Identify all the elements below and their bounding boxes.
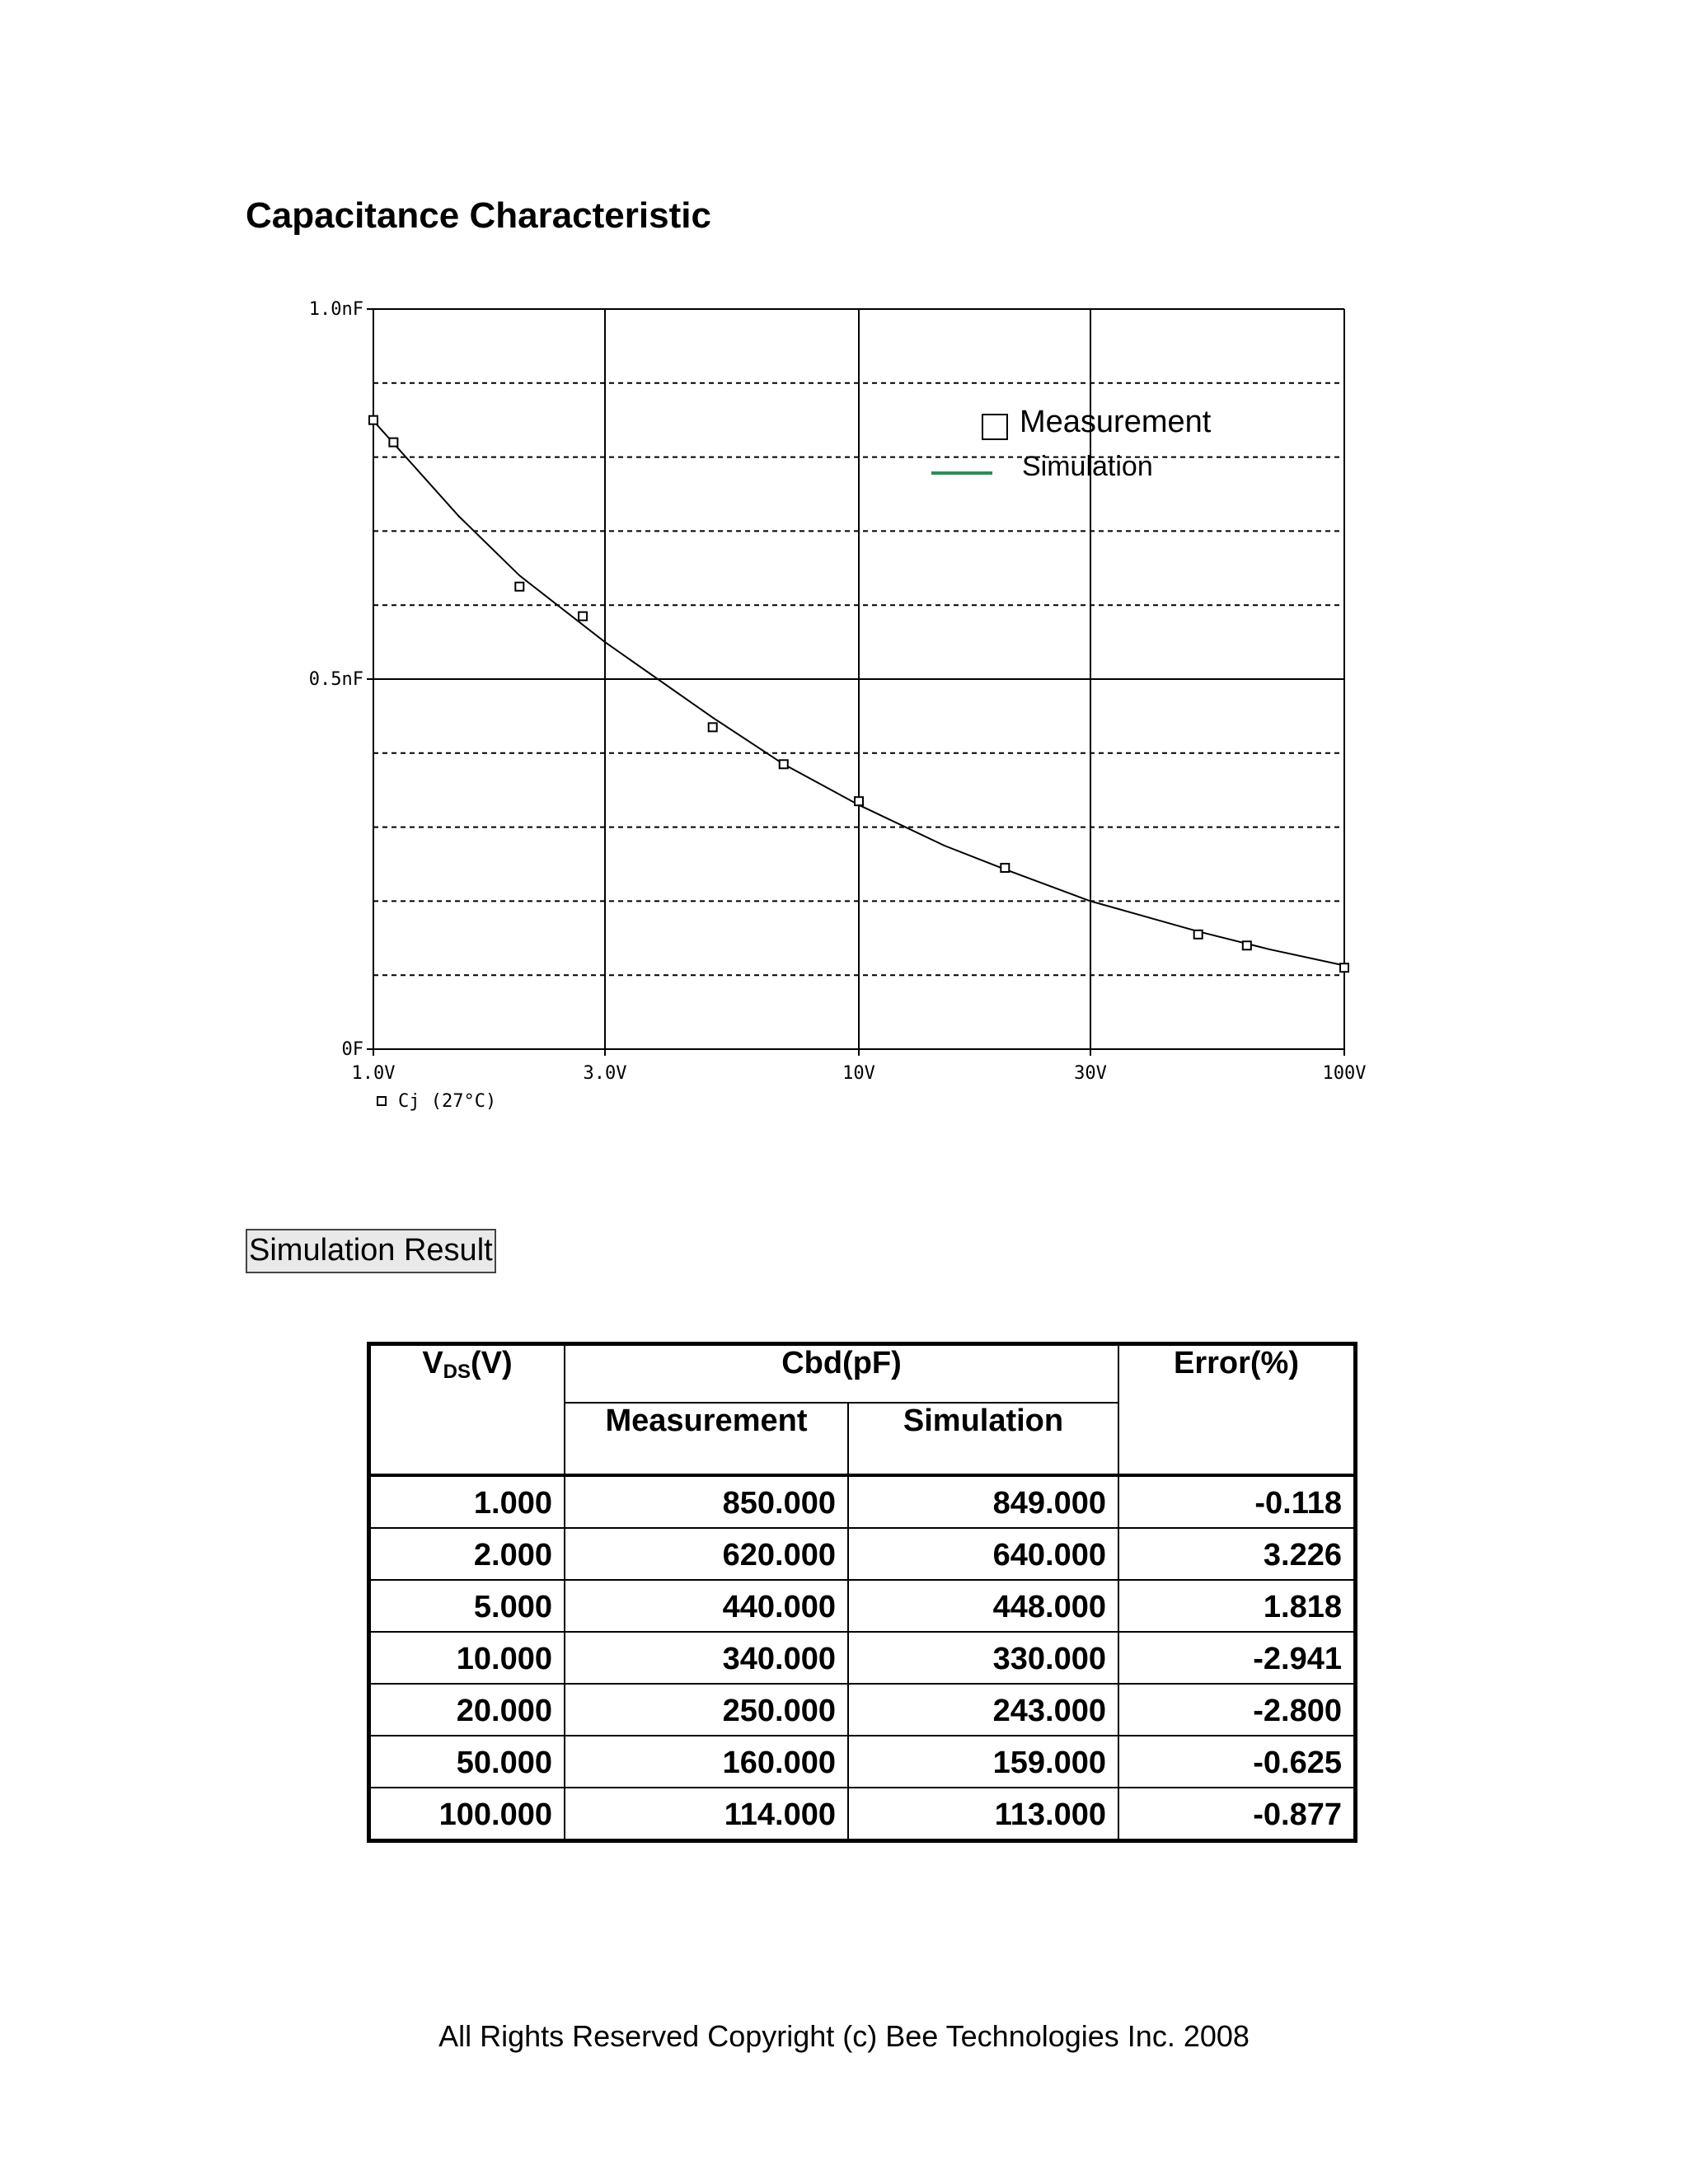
measurement-point: [780, 760, 788, 768]
table-row: [369, 1632, 1356, 1684]
x-tick-label: 1.0V: [351, 1063, 396, 1084]
measurement-point: [709, 723, 717, 731]
y-tick-label: 1.0nF: [308, 299, 363, 320]
trace-marker-icon: [377, 1097, 386, 1105]
cell-vds: 20.000: [369, 1684, 565, 1736]
cell-simulation: 849.000: [848, 1475, 1118, 1528]
simulation-result-label: Simulation Result: [246, 1229, 496, 1273]
measurement-point: [515, 583, 523, 591]
y-tick-label: 0.5nF: [308, 669, 363, 690]
table-row: [369, 1736, 1356, 1788]
legend-measurement-icon: [982, 415, 1007, 439]
table-row: [369, 1528, 1356, 1580]
cell-error: 3.226: [1118, 1528, 1356, 1580]
capacitance-chart: [280, 293, 1376, 1133]
cell-vds: 2.000: [369, 1528, 565, 1580]
cell-error: -0.118: [1118, 1475, 1356, 1528]
y-tick-label: 0F: [341, 1039, 363, 1060]
cell-measurement: 850.000: [565, 1475, 848, 1528]
cell-error: -0.625: [1118, 1736, 1356, 1788]
cell-simulation: 330.000: [848, 1632, 1118, 1684]
cell-error: 1.818: [1118, 1580, 1356, 1632]
cell-vds: 1.000: [369, 1475, 565, 1528]
measurement-point: [369, 416, 377, 424]
cell-error: -0.877: [1118, 1788, 1356, 1841]
x-tick-label: 3.0V: [583, 1063, 627, 1084]
measurement-point: [579, 612, 587, 621]
header-error: Error(%): [1118, 1344, 1356, 1476]
legend-simulation-label: Simulation: [1022, 451, 1153, 482]
trace-label: Cj (27°C): [398, 1091, 497, 1112]
table-row: [369, 1475, 1356, 1528]
cell-simulation: 159.000: [848, 1736, 1118, 1788]
cell-simulation: 113.000: [848, 1788, 1118, 1841]
table-row: [369, 1580, 1356, 1632]
x-tick-label: 10V: [842, 1063, 875, 1084]
cell-simulation: 448.000: [848, 1580, 1118, 1632]
measurement-point: [1001, 864, 1009, 872]
cell-vds: 100.000: [369, 1788, 565, 1841]
cell-vds: 10.000: [369, 1632, 565, 1684]
cell-measurement: 440.000: [565, 1580, 848, 1632]
cell-simulation: 640.000: [848, 1528, 1118, 1580]
cell-measurement: 250.000: [565, 1684, 848, 1736]
cell-measurement: 114.000: [565, 1788, 848, 1841]
measurement-point: [1194, 930, 1203, 939]
cell-vds: 50.000: [369, 1736, 565, 1788]
header-vds: $V_{DS}(V)$: [369, 1344, 565, 1476]
measurement-point: [855, 797, 863, 805]
measurement-point: [389, 438, 397, 447]
measurement-point: [1340, 963, 1348, 972]
page-title: Capacitance Characteristic: [246, 195, 711, 236]
x-tick-label: 30V: [1074, 1063, 1107, 1084]
chart-legend: [931, 405, 1212, 482]
measurement-point: [1243, 941, 1251, 949]
table-row: [369, 1788, 1356, 1841]
header-cbd: Cbd(pF): [565, 1344, 1118, 1404]
results-table: [367, 1342, 1357, 1843]
copyright-footer: All Rights Reserved Copyright (c) Bee Technologies Inc. 2008: [438, 2019, 1250, 2053]
cell-error: -2.800: [1118, 1684, 1356, 1736]
cell-measurement: 620.000: [565, 1528, 848, 1580]
legend-measurement-label: Measurement: [1020, 405, 1212, 439]
header-simulation: Simulation: [848, 1403, 1118, 1475]
cell-vds: 5.000: [369, 1580, 565, 1632]
cell-measurement: 160.000: [565, 1736, 848, 1788]
x-tick-label: 100V: [1322, 1063, 1367, 1084]
table-row: [369, 1684, 1356, 1736]
table-body: [369, 1475, 1356, 1841]
table-header-row: [369, 1344, 1356, 1404]
cell-measurement: 340.000: [565, 1632, 848, 1684]
cell-simulation: 243.000: [848, 1684, 1118, 1736]
cell-error: -2.941: [1118, 1632, 1356, 1684]
header-measurement: Measurement: [565, 1403, 848, 1475]
